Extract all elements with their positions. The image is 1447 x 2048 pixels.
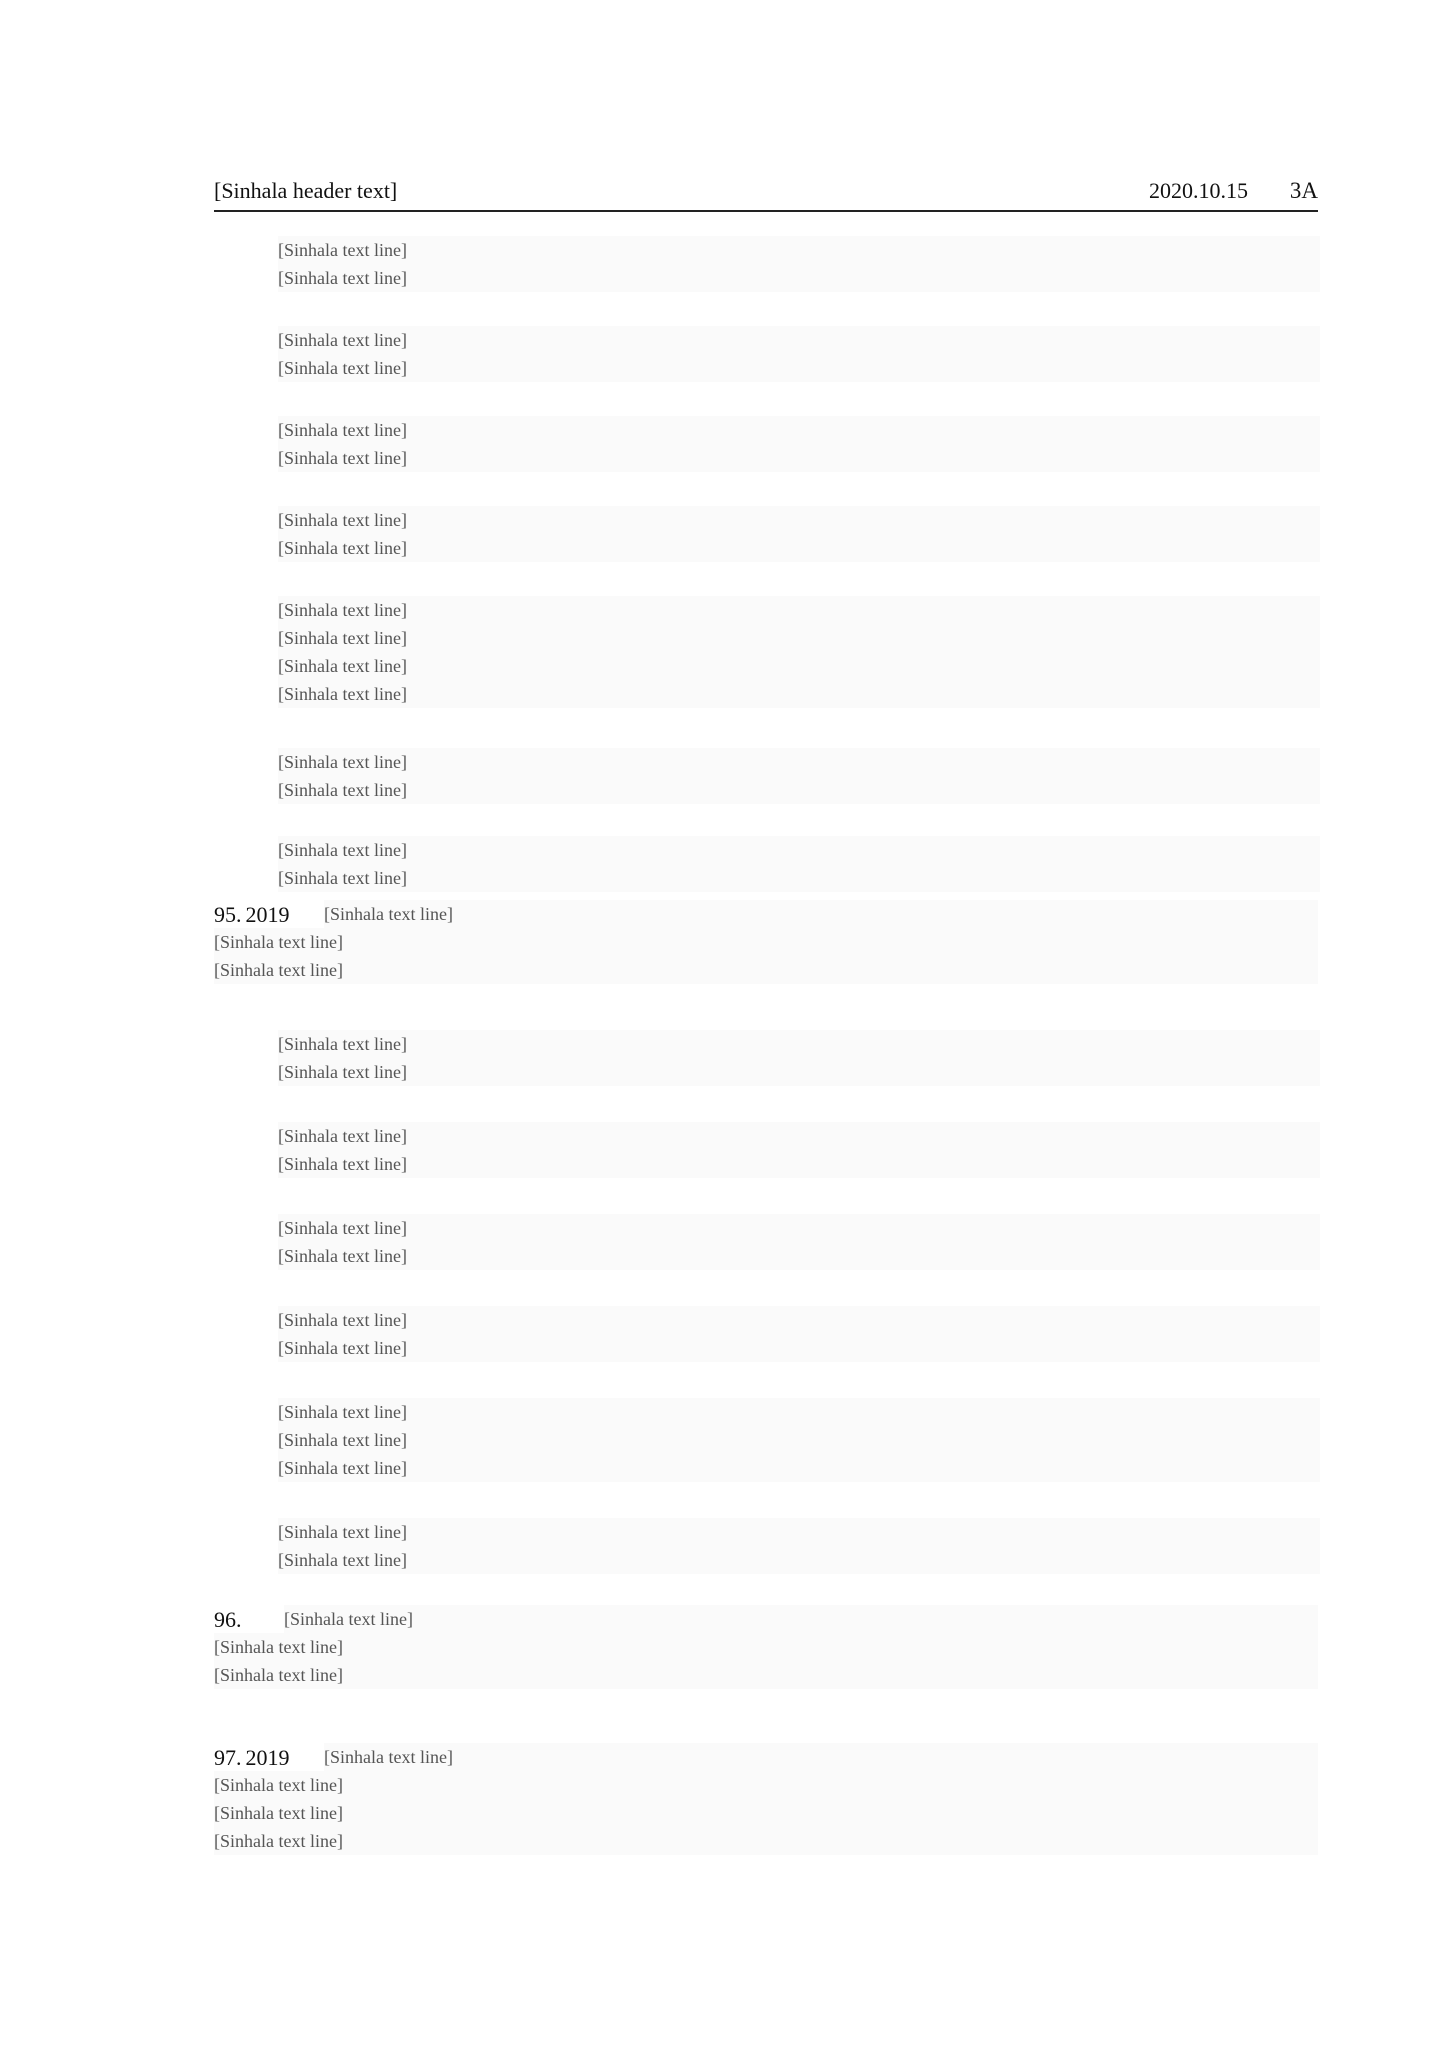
paragraph-text: [Sinhala text line]	[214, 956, 1318, 984]
list-text: [Sinhala text line]	[278, 1242, 1320, 1270]
list-item	[230, 596, 1320, 704]
header-divider	[214, 210, 1318, 212]
paragraph-text: [Sinhala text line]	[284, 1605, 1318, 1633]
list-text: [Sinhala text line]	[278, 236, 1320, 264]
list-text: [Sinhala text line]	[278, 836, 1320, 864]
list-item	[230, 326, 1320, 378]
paragraph-number: 95.	[214, 902, 242, 927]
list-item	[230, 1398, 1320, 1478]
list-text: [Sinhala text line]	[278, 534, 1320, 562]
paragraph-number: 97.	[214, 1745, 242, 1770]
list-text: [Sinhala text line]	[278, 652, 1320, 680]
intro-list	[230, 236, 1320, 888]
paragraph-text: [Sinhala text line]	[214, 1827, 1318, 1855]
paragraph-text: [Sinhala text line]	[214, 1633, 1318, 1661]
list-text: [Sinhala text line]	[278, 1058, 1320, 1086]
list-text: [Sinhala text line]	[278, 1546, 1320, 1574]
list-text: [Sinhala text line]	[278, 264, 1320, 292]
page-number: 3A	[1289, 178, 1318, 203]
list-text: [Sinhala text line]	[278, 506, 1320, 534]
list-text: [Sinhala text line]	[278, 1454, 1320, 1482]
list-item	[230, 1122, 1320, 1174]
paragraph-text: [Sinhala text line]	[214, 928, 1318, 956]
list-item	[230, 748, 1320, 800]
paragraph-text: [Sinhala text line]	[214, 1799, 1318, 1827]
list-item	[230, 416, 1320, 468]
list-text: [Sinhala text line]	[278, 1398, 1320, 1426]
paragraph-number: 96.	[214, 1607, 242, 1632]
list-text: [Sinhala text line]	[278, 748, 1320, 776]
list-text: [Sinhala text line]	[278, 444, 1320, 472]
header-date: 2020.10.15	[1149, 178, 1248, 203]
list-text: [Sinhala text line]	[278, 1306, 1320, 1334]
paragraph-text: [Sinhala text line]	[324, 900, 1318, 928]
list-text: [Sinhala text line]	[278, 1518, 1320, 1546]
list-text: [Sinhala text line]	[278, 1030, 1320, 1058]
list-text: [Sinhala text line]	[278, 1334, 1320, 1362]
list-text: [Sinhala text line]	[278, 596, 1320, 624]
paragraph-text: [Sinhala text line]	[214, 1661, 1318, 1689]
list-text: [Sinhala text line]	[278, 1122, 1320, 1150]
list-item	[230, 236, 1320, 288]
paragraph-text: [Sinhala text line]	[324, 1743, 1318, 1771]
list-text: [Sinhala text line]	[278, 1214, 1320, 1242]
paragraph-text: [Sinhala text line]	[214, 1771, 1318, 1799]
paragraph-year: 2019	[245, 1745, 290, 1770]
list-item	[230, 1306, 1320, 1358]
list-text: [Sinhala text line]	[278, 680, 1320, 708]
paragraph-year: 2019	[245, 902, 290, 927]
list-text: [Sinhala text line]	[278, 326, 1320, 354]
paragraph-95-list	[230, 1030, 1320, 1570]
list-item	[230, 1518, 1320, 1570]
header-text: [Sinhala header text]	[214, 178, 398, 203]
page-header	[214, 176, 1318, 206]
list-text: [Sinhala text line]	[278, 354, 1320, 382]
list-text: [Sinhala text line]	[278, 864, 1320, 892]
list-item	[230, 1214, 1320, 1266]
list-text: [Sinhala text line]	[278, 416, 1320, 444]
list-item	[230, 506, 1320, 558]
list-text: [Sinhala text line]	[278, 1150, 1320, 1178]
list-text: [Sinhala text line]	[278, 1426, 1320, 1454]
list-text: [Sinhala text line]	[278, 776, 1320, 804]
list-item	[230, 1030, 1320, 1082]
list-item	[230, 836, 1320, 888]
list-text: [Sinhala text line]	[278, 624, 1320, 652]
